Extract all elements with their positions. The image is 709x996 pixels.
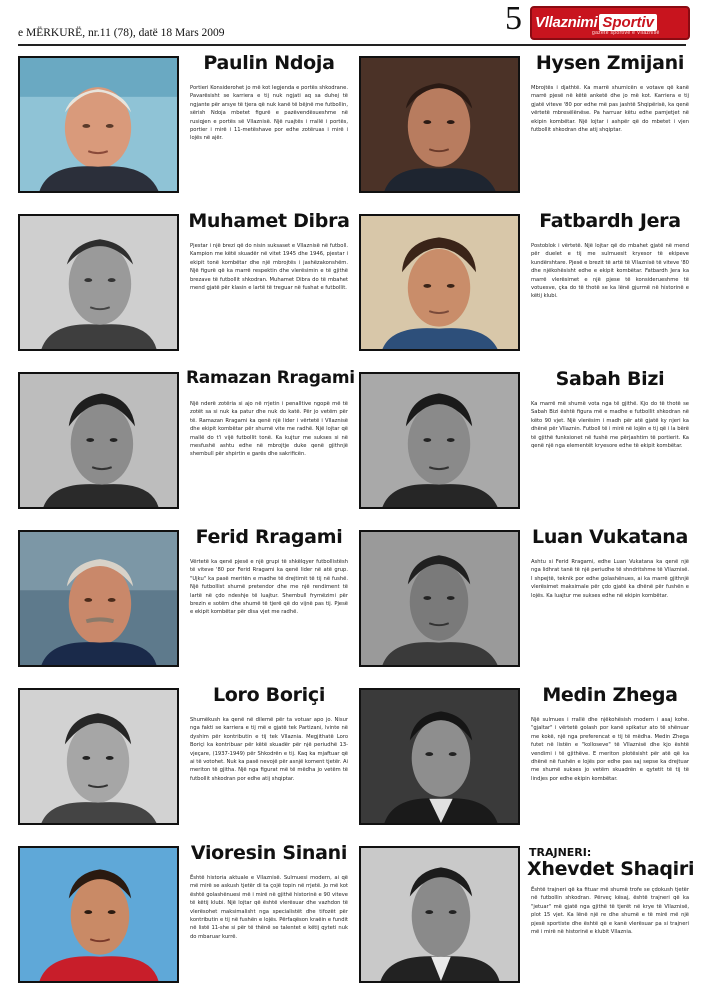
player-card (359, 210, 693, 364)
portrait-image (20, 58, 177, 191)
player-card (359, 52, 693, 206)
portrait-image (20, 216, 177, 349)
player-bio: Vërtetë ka qenë pjesë e një grupi të shkëlqyer futbollistësh të viteve '80 por Ferid Rragami ka qenë lider në atë grup. "Ujku" ka pasë meritën e madhe të drejtimit të tij në fushë. Një futbollist shumë pretendor dhe me një rendiment të lartë në çdo ndeshje të luajtur. Shembull frymëzimi për brezin e sotëm dhe shumë të tjerë që do vijnë pas tij. Pjesë e ekipit kombëtar për disa vjet me radhë. (190, 559, 348, 616)
masthead (0, 0, 709, 46)
portrait-image (361, 532, 518, 665)
player-card (359, 526, 693, 680)
coach-bio: Është trajneri që ka fituar më shumë trofe se çdokush tjetër në futbollin shkodran. Përveç kësaj, është trajneri që ka "jetuar" më gjatë nga gjithë të tjerët në krye të Vllaznisë, plot 15 vjet. Ka lënë një re dhe shumë e të mirë më një pjesë sportiste dhe është që e kanë vlerësuar pa si trajneri më i mirë në historinë e klubit Vllaznia. (531, 887, 689, 936)
page-number: 5 (505, 0, 522, 37)
player-name: Paulin Ndoja (203, 52, 335, 74)
player-bio: Ashtu si Ferid Rragami, edhe Luan Vukatana ka qenë një nga lidhrat tanë të një periudhe të shndritshme të Vllaznisë. I shpejtë, teknik por edhe golashënues, ai ka marrë gjithnjë vlerësimet maksimale për çdo gjatë ka dhënë për fushën e lojës. Ka luajtur me sukses edhe në ekipin kombëtar. (531, 559, 689, 599)
player-name: Vioresin Sinani (190, 842, 348, 864)
logo-word-vllaznimi: Vllaznimi (535, 13, 598, 31)
player-bio: Një sulmues i rrallë dhe njëkohësish modern i asaj kohe. "gjaltar" i vërtetë golash por kanë spikatur ato të shënuar me kokë, një nga preferencat e tij të mëdha. Medin Zhega futet në listën e "kolloseve" të Vllaznisë dhe kjo është vendimi i të gjithëve. E meriton plotësisht për atë që ka dhënë në fushën e lojës por edhe pas saj sepse ka drejtuar me shumë sukses jo vetëm skuadrën e qytetit të tij të lindjes por edhe ekipin kombëtar. (531, 717, 689, 782)
header-rule (18, 44, 686, 46)
logo-word-sportiv: Sportiv (599, 14, 657, 31)
player-name: Ferid Rragami (195, 526, 343, 548)
player-photo (18, 372, 179, 509)
player-bio: Portieri Konsiderohet jo më kot legjenda e portës shkodrane. Pavarësisht se karriera e tij nuk ngjati aq sa duhej të ngjante për arsye të tjera që nuk kanë të bëjnë me futbollin, sërish Ndoja mbetet figurë e pazëvendësueshme në rusiqjen e portës së Vllaznisë. Një ruajtës i rrallë i portës, portier i mirë i 11-metëshave por edhe zotëruas i mirë i lojës në ajër. (190, 85, 348, 142)
player-name: Fatbardh Jera (539, 210, 681, 232)
player-card (18, 842, 352, 996)
player-card (359, 368, 693, 522)
player-name: Medin Zhega (542, 684, 678, 706)
portrait-image (20, 690, 177, 823)
player-card (18, 210, 352, 364)
portrait-image (361, 374, 518, 507)
player-photo (18, 688, 179, 825)
newspaper-logo (530, 6, 690, 40)
portrait-image (20, 848, 177, 981)
player-photo (18, 846, 179, 983)
player-bio: Postoblok i vërtetë. Një lojtar që do mbahet gjatë në mend për duelet e tij me sulmuesit kryesor të ekipeve kundërshtare. Pjesë e brezit të artë të Vllaznisë të viteve '80 dhe njëkohësisht edhe e ekipit kombëtar. Fatbardh Jera ka marrë vlerësimet e një pjese të konsiderueshme të votuesve, çka do të thotë se ka lënë gjurmë në historinë e këtij klubi. (531, 243, 689, 300)
portrait-image (361, 848, 518, 981)
portrait-image (20, 532, 177, 665)
player-photo (359, 372, 520, 509)
issue-line: e MËRKURË, nr.11 (78), datë 18 Mars 2009 (18, 27, 225, 39)
player-card (18, 684, 352, 838)
player-card (18, 52, 352, 206)
player-name: Ramazan Rragami (186, 368, 355, 388)
player-bio: Është historia aktuale e Vllaznisë. Sulmuesi modern, ai që më mirë se askush tjetër di ta çojë topin në rrjetë. Jo më kot është golashënuesi më i mirë në gjithë historinë e 90 viteve të këtij klubi. Një lojtar që është vlerësuar dhe vazhdon të vlerësohet maksimalisht nga specialistët dhe tifozët për kontributin e tij në fushën e lojës. Përfaqëson kraëin e fundit në listë 11-she si për të thënë se talentet e këtij qyteti nuk do mbaruar kurrë. (190, 875, 348, 940)
player-photo (359, 530, 520, 667)
portrait-image (361, 58, 518, 191)
player-name: Sabah Bizi (555, 368, 665, 390)
portrait-image (20, 374, 177, 507)
player-name: Hysen Zmijani (535, 52, 685, 74)
player-photo (359, 56, 520, 193)
logo-subtitle: gazetë sportive e Vllaznisë (592, 30, 660, 36)
player-photo (18, 214, 179, 351)
player-card (18, 526, 352, 680)
player-photo (18, 56, 179, 193)
player-bio: Mbrojtës i djathtë. Ka marrë shumicën e votave që kanë marrë pjesë në këtë anketë dhe jo më kot. Karriera e tij gjatë viteve '80 por edhe më pas jashtë Shqipërisë, ka qenë vërtetë mbresëlënëse. Pa harruar këtu edhe pamjetjet në ekipin kombëtar. Një lojtar i ashpër që do mbetet i vjen futbollit shkodran dhe atij shqiptar. (531, 85, 689, 134)
player-name: Loro Boriçi (212, 684, 326, 706)
coach-label: TRAJNERI: (529, 846, 592, 859)
portrait-image (361, 690, 518, 823)
coach-card (359, 846, 693, 996)
player-photo (359, 688, 520, 825)
player-card (18, 368, 355, 522)
player-bio: Ka marrë më shumë vota nga të gjithë. Kjo do të thotë se Sabah Bizi është figura më e madhe e futbollit shkodran në këto 90 vjet. Një vlerësim i madh për atë gjatë ky njeri ka dhënë për Vllaznin. Futboll të i mirë në lojën e tij që i la bërë të gjithë funksionet në fushë me përjashtim të portierit. Ka qenë një nga elementët kryesore edhe të ekipit kombëtar. (531, 401, 689, 450)
player-card (359, 684, 693, 838)
player-photo (359, 214, 520, 351)
player-name: Luan Vukatana (532, 526, 688, 548)
player-name: Muhamet Dibra (188, 210, 350, 232)
coach-photo (359, 846, 520, 983)
player-photo (18, 530, 179, 667)
player-bio: Një nderë zotëria si ajo në rrjetin i penalltive ngopë më të zotët sa si nuk ka patur dhe nuk do katë. Për jo vetëm për të. Ramazan Rragami ka qenë një lider i vërtetë i Vllaznisë dhe ekipit kombëtar për shumë vite me radhë. Një lojtar që mallë do t'i vijë futbollit tonë. Ka kujtur me sukses si në mesfushë ashtu edhe në mbrojtje duke qenë gjithnjë shembull për shpirtin e garës dhe sakrificën. (190, 401, 348, 458)
portrait-image (361, 216, 518, 349)
player-bio: Pjestar i një brezi që do nisin suksaset e Vllaznisë në futboll. Kampion me këtë skuadër në vitet 1945 dhe 1946, pjestar i ekipit tonë kombëtar dhe një mbrojtës i jashëzakonshëm. Një figurë që ka marrë respektin dhe vlerësimin e të gjithë brezave të futbollit shkodran. Muhamet Dibra do të mbahet mend gjatë për klasin e lartë të treguar në fushat e futbollit. (190, 243, 348, 292)
coach-name: Xhevdet Shaqiri (527, 858, 695, 880)
player-bio: Shumëkush ka qenë në dilemë për ta votuar apo jo. Nisur nga fakti se karriera e tij më e gjatë tek Partizani, lvinte në dyshim për kontributin e tij tek Vllaznia. Megjithatë Loro Boriçi ka kontribuar për këtë skuadër për një periudhë 13-vjeçare, (1937-1949) për Shkodrën e tij. Kaq ka mjaftuar që ai të votohet. Nuk ka pasë nevojë për asnjë koment tjetër. Ai meriton të gjitha. Një nga figurat më të mëdha jo vetëm të futbollit shkodran por edhe atij shqiptar. (190, 717, 348, 782)
